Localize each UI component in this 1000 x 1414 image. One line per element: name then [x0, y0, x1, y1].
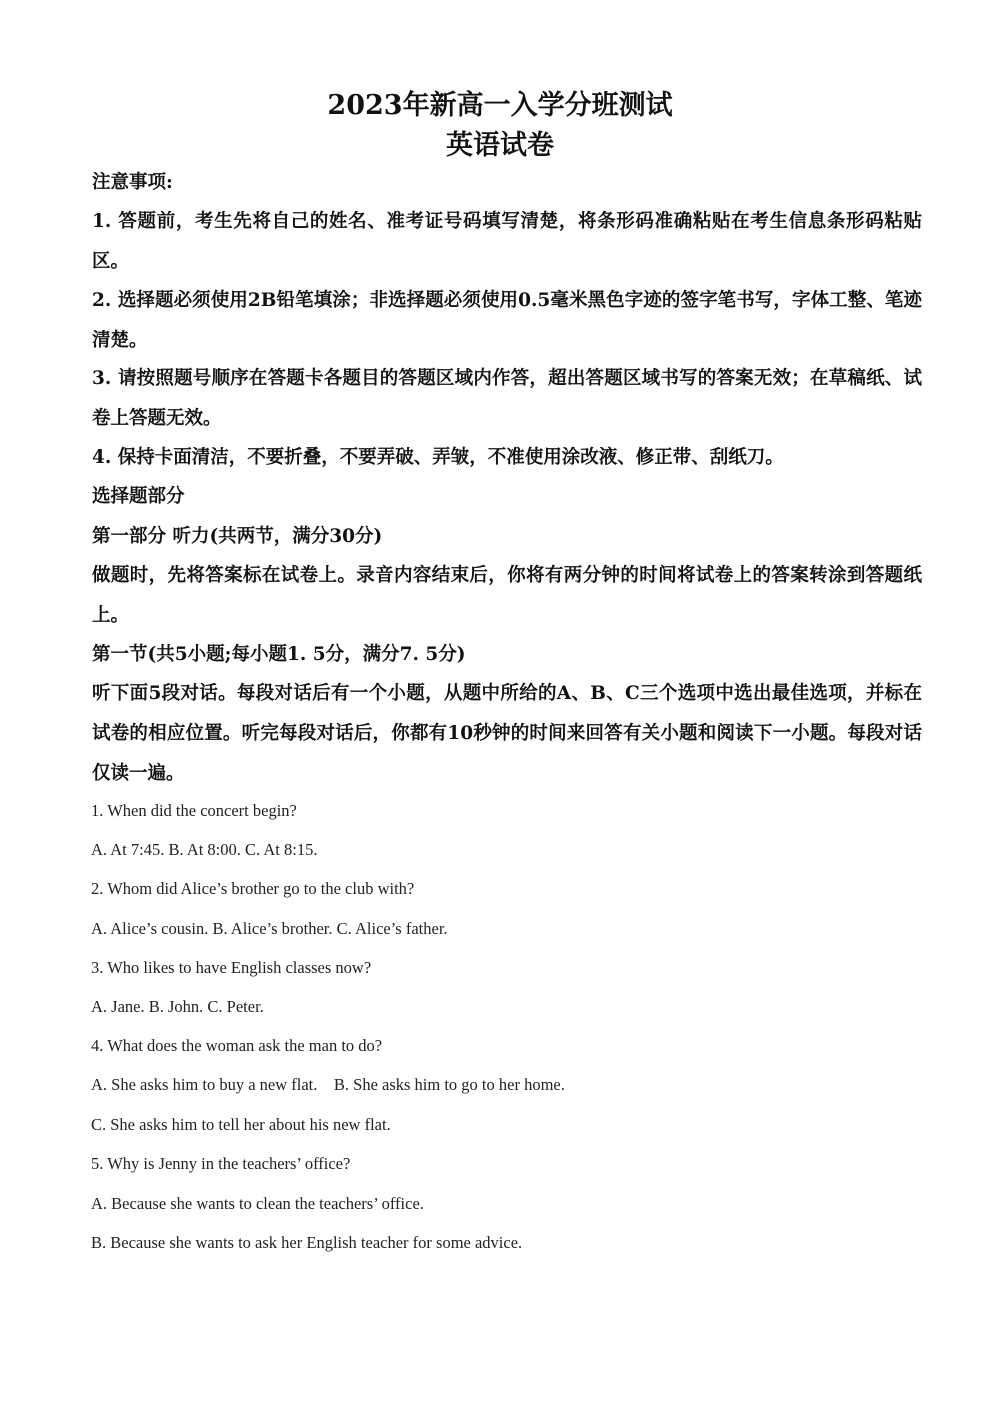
- notice-heading: 注意事项:: [92, 172, 173, 193]
- question-5: 5. Why is Jenny in the teachers’ office?: [91, 1154, 351, 1173]
- notice-item-3: 3. 请按照题号顺序在答题卡各题目的答题区域内作答，超出答题区域书写的答案无效；在草稿纸、试卷上答题无效。: [92, 368, 922, 429]
- question-3: 3. Who likes to have English classes now?: [91, 958, 372, 977]
- question-3-options: A. Jane. B. John. C. Peter.: [91, 997, 264, 1016]
- exam-title: 2023年新高一入学分班测试: [327, 90, 673, 121]
- part-instructions: 做题时，先将答案标在试卷上。录音内容结束后，你将有两分钟的时间将试卷上的答案转涂到答题纸上。: [92, 565, 922, 626]
- notice-item-1: 1. 答题前，考生先将自己的姓名、准考证号码填写清楚，将条形码准确粘贴在考生信息条形码粘贴区。: [92, 211, 922, 272]
- question-5-option-a: A. Because she wants to clean the teachers’ office.: [91, 1194, 424, 1213]
- question-4-option-c: C. She asks him to tell her about his new flat.: [91, 1115, 391, 1134]
- exam-subtitle: 英语试卷: [446, 130, 554, 161]
- question-1: 1. When did the concert begin?: [91, 801, 297, 820]
- question-2: 2. Whom did Alice’s brother go to the club with?: [91, 879, 415, 898]
- part-title: 第一部分 听力(共两节，满分30分): [92, 526, 383, 547]
- subsection-title: 第一节(共5小题;每小题1. 5分，满分7. 5分): [92, 644, 466, 665]
- question-1-options: A. At 7:45. B. At 8:00. C. At 8:15.: [91, 840, 318, 859]
- question-2-options: A. Alice’s cousin. B. Alice’s brother. C. Alice’s father.: [91, 919, 448, 938]
- question-5-option-b: B. Because she wants to ask her English teacher for some advice.: [91, 1233, 523, 1252]
- question-4: 4. What does the woman ask the man to do?: [91, 1036, 383, 1055]
- notice-item-4: 4. 保持卡面清洁，不要折叠，不要弄破、弄皱，不准使用涂改液、修正带、刮纸刀。: [92, 447, 784, 468]
- subsection-instructions: 听下面5段对话。每段对话后有一个小题，从题中所给的A、B、C三个选项中选出最佳选项，并标在试卷的相应位置。听完每段对话后，你都有10秒钟的时间来回答有关小题和阅读下一小题。每段对话仅读一遍。: [92, 683, 922, 784]
- question-4-options-ab: A. She asks him to buy a new flat. B. She asks him to go to her home.: [91, 1075, 565, 1094]
- section-heading: 选择题部分: [92, 486, 185, 507]
- notice-item-2: 2. 选择题必须使用2B铅笔填涂；非选择题必须使用0.5毫米黑色字迹的签字笔书写，字体工整、笔迹清楚。: [92, 290, 922, 351]
